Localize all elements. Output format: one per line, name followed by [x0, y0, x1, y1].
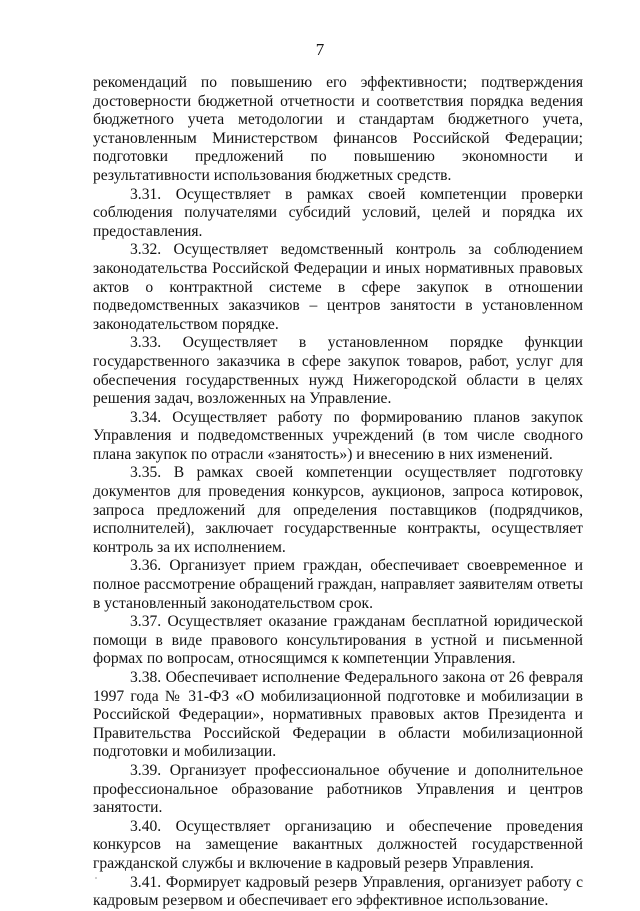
paragraph-3-37: 3.37. Осуществляет оказание гражданам бесплатной юридической помощи в виде правового консультирования в устной и письменной формах по вопросам, относящимся к компетенции Управления.	[93, 613, 583, 668]
paragraph-3-35: 3.35. В рамках своей компетенции осуществляет подготовку документов для проведения конкурсов, аукционов, запроса котировок, запроса предложений для определения поставщиков (подрядчиков, исполнителей), заключает государственные контракты, осуществляет контроль за их исполнением.	[93, 464, 583, 556]
paragraph-continuation: рекомендаций по повышению его эффективности; подтверждения достоверности бюджетной отчетности и соответствия порядка ведения бюджетного учета методологии и стандартам бюджетного учета, установленным Министерством финансов Российской Федерации; подготовки предложений по повышению экономности и результативности использования бюджетных средств.	[93, 74, 583, 184]
paragraph-3-41: 3.41. Формирует кадровый резерв Управления, организует работу с кадровым резервом и обеспечивает его эффективное использование.	[93, 873, 583, 910]
paragraph-3-31: 3.31. Осуществляет в рамках своей компетенции проверки соблюдения получателями субсидий условий, целей и порядка их предоставления.	[93, 185, 583, 240]
paragraph-3-39: 3.39. Организует профессиональное обучение и дополнительное профессиональное образование работников Управления и центров занятости.	[93, 761, 583, 817]
paragraph-3-33: 3.33. Осуществляет в установленном порядке функции государственного заказчика в сфере закупок товаров, работ, услуг для обеспечения государственных нужд Нижегородской области в целях решения задач, возложенных на Управление.	[93, 334, 583, 408]
scan-speck	[95, 877, 97, 879]
document-body	[93, 74, 583, 911]
paragraph-3-40: 3.40. Осуществляет организацию и обеспечение проведения конкурсов на замещение вакантных должностей государственной гражданской службы и включение в кадровый резерв Управления.	[93, 817, 583, 872]
paragraph-3-38: 3.38. Обеспечивает исполнение Федерального закона от 26 февраля 1997 года № 31-ФЗ «О мобилизационной подготовке и мобилизации в Российской Федерации», нормативных правовых актов Президента и Правительства Российской Федерации в области мобилизационной подготовки и мобилизации.	[93, 669, 583, 761]
paragraph-3-36: 3.36. Организует прием граждан, обеспечивает своевременное и полное рассмотрение обращений граждан, направляет заявителям ответы в установленный законодательством срок.	[93, 557, 583, 612]
paragraph-3-32: 3.32. Осуществляет ведомственный контроль за соблюдением законодательства Российской Федерации и иных нормативных правовых актов о контрактной системе в сфере закупок в отношении подведомственных заказчиков – центров занятости в установленном законодательством порядке.	[93, 241, 583, 333]
page-number: 7	[315, 40, 325, 59]
paragraph-3-34: 3.34. Осуществляет работу по формированию планов закупок Управления и подведомственных учреждений (в том числе сводного плана закупок по отрасли «занятость») и внесению в них изменений.	[93, 408, 583, 463]
